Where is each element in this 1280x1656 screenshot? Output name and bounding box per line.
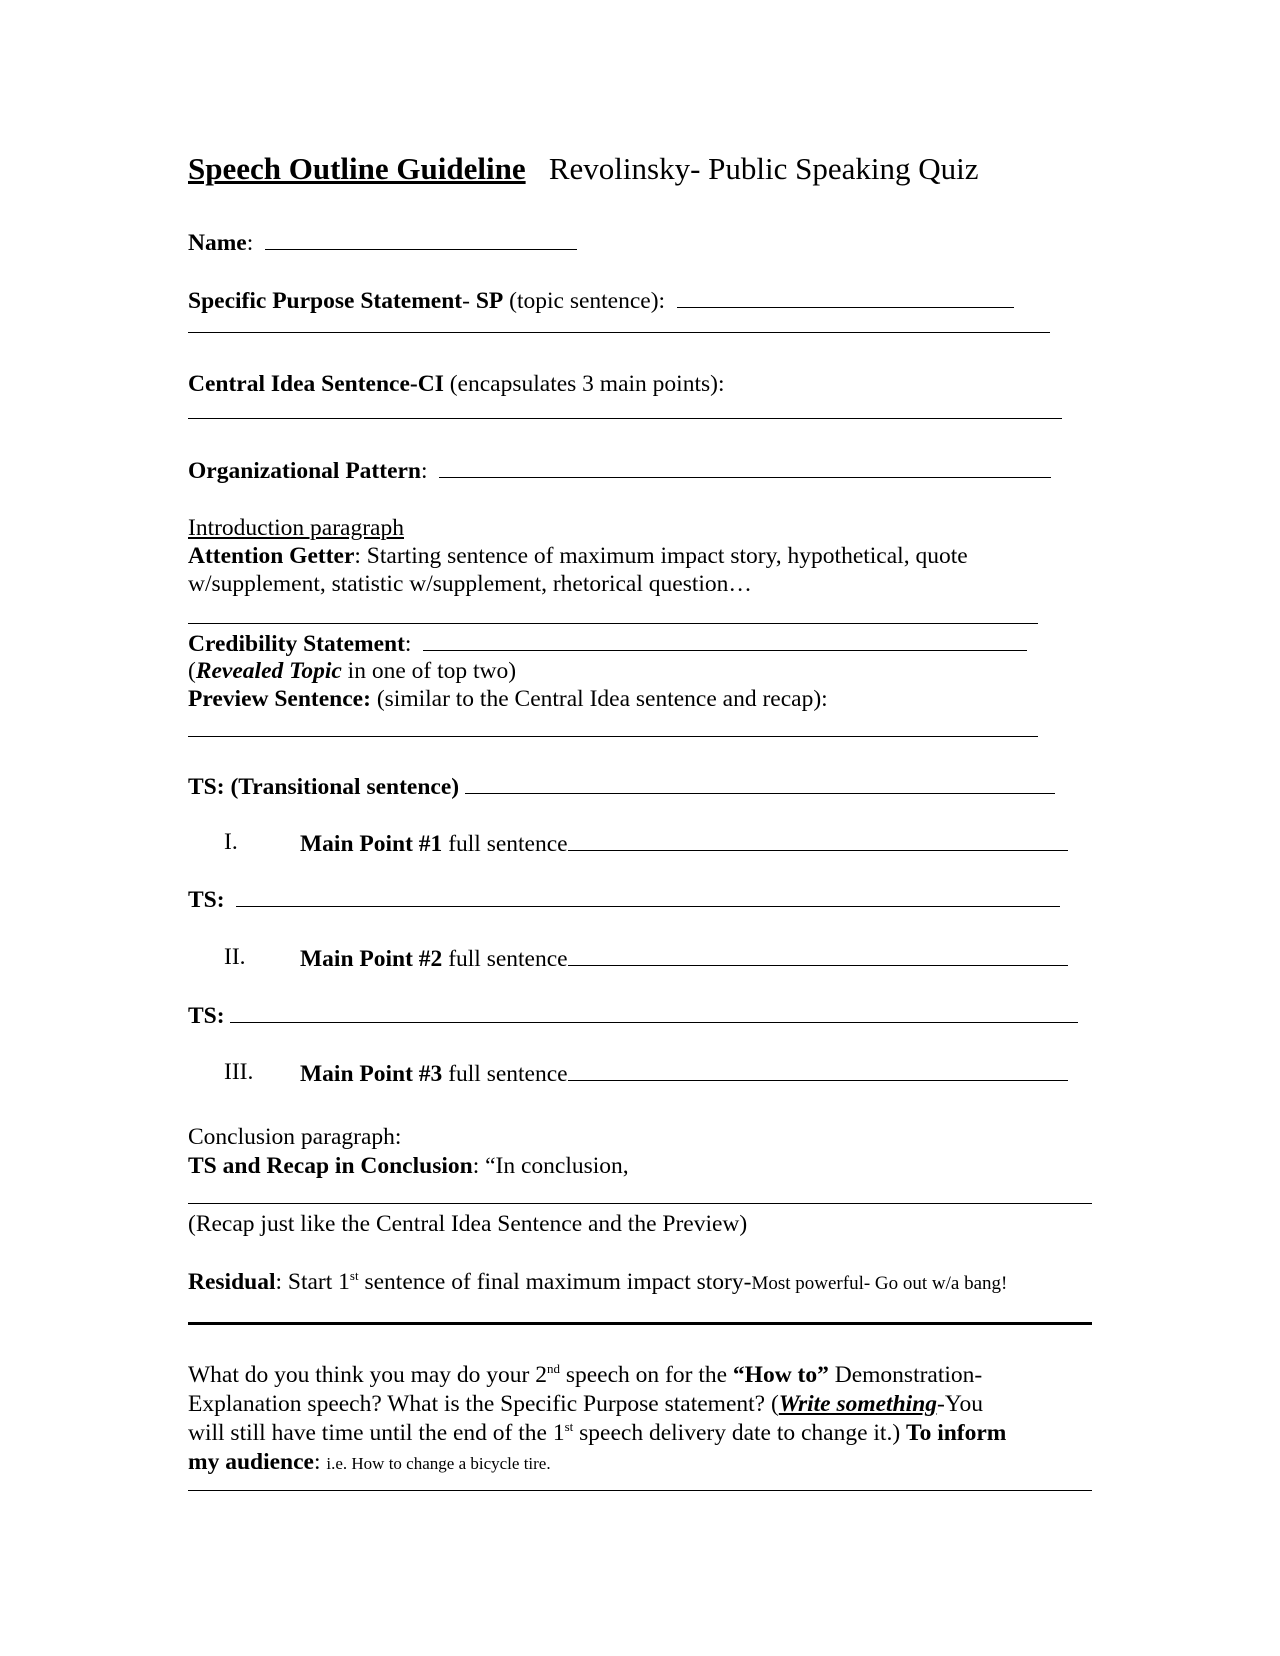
- reveal-rest: in one of top two): [341, 658, 517, 684]
- revealed-topic-row: [188, 657, 516, 685]
- org-label: Organizational Pattern: [188, 458, 422, 484]
- mp2-row: [300, 943, 1068, 973]
- ci-label: Central Idea Sentence-CI: [188, 371, 444, 397]
- residual-small: Most powerful- Go out w/a bang!: [751, 1273, 1008, 1294]
- recap-label: TS and Recap in Conclusion: [188, 1153, 473, 1179]
- conclusion-heading: Conclusion paragraph:: [188, 1124, 402, 1150]
- section-divider: [188, 1322, 1092, 1325]
- recap-row: [188, 1152, 629, 1180]
- cred-colon: :: [404, 631, 412, 657]
- q-l1-sup: nd: [546, 1361, 560, 1376]
- reveal-open: (: [188, 658, 196, 684]
- sp-abbr: SP: [475, 288, 504, 314]
- intro-heading: Introduction paragraph: [188, 515, 404, 541]
- residual-row: [188, 1268, 1007, 1298]
- title-main: Speech Outline Guideline: [188, 151, 526, 186]
- q-my-audience: my audience: [188, 1449, 314, 1475]
- q-l2-b: -You: [937, 1391, 983, 1417]
- sp-dash: -: [462, 288, 476, 314]
- sp-row: [188, 285, 1014, 315]
- name-label: Name: [188, 230, 247, 256]
- ts1-label: TS:: [188, 887, 225, 913]
- name-row: [188, 227, 577, 257]
- sp-label: Specific Purpose Statement: [188, 288, 463, 314]
- mp2-field[interactable]: [568, 943, 1068, 966]
- recap-field[interactable]: [188, 1203, 1092, 1204]
- ci-row: [188, 370, 724, 398]
- q-example: i.e. How to change a bicycle tire.: [326, 1454, 551, 1473]
- ts2-field[interactable]: [230, 1000, 1078, 1023]
- ts1-row: [188, 884, 1060, 914]
- mp1-field[interactable]: [568, 828, 1068, 851]
- ag-text-1: : Starting sentence of maximum impact story, hypothetical, quote: [354, 543, 968, 569]
- preview-row: [188, 685, 828, 713]
- mp3-numeral: III.: [224, 1059, 254, 1085]
- ci-field[interactable]: [188, 418, 1062, 419]
- residual-text-1: : Start 1: [275, 1269, 350, 1295]
- mp2-numeral: II.: [224, 944, 246, 970]
- ci-note: (encapsulates 3 main points):: [443, 371, 725, 397]
- q-l1-c: Demonstration-: [828, 1362, 983, 1388]
- residual-sup: st: [349, 1268, 359, 1283]
- q-l3-b: speech delivery date to change it.): [573, 1420, 907, 1446]
- org-field[interactable]: [439, 455, 1051, 478]
- mp1-row: [300, 828, 1068, 858]
- name-colon: :: [246, 230, 254, 256]
- ag-field[interactable]: [188, 623, 1038, 624]
- second-speech-line-3: [188, 1419, 1006, 1447]
- second-speech-field[interactable]: [188, 1490, 1092, 1491]
- page-title: [188, 150, 979, 188]
- second-speech-line-1: [188, 1361, 982, 1389]
- preview-label: Preview Sentence:: [188, 686, 371, 712]
- residual-label: Residual: [188, 1269, 276, 1295]
- ts2-label: TS:: [188, 1003, 225, 1029]
- mp1-label: Main Point #1: [300, 831, 443, 857]
- ts2-row: [188, 1000, 1078, 1030]
- recap-text: : “In conclusion,: [472, 1153, 629, 1179]
- sp-note: (topic sentence):: [503, 288, 666, 314]
- revealed-topic: Revealed Topic: [195, 658, 342, 684]
- q-l3-a: will still have time until the end of the 1: [188, 1420, 565, 1446]
- q-l1-b: speech on for the: [559, 1362, 733, 1388]
- cred-label: Credibility Statement: [188, 631, 405, 657]
- name-field[interactable]: [265, 227, 577, 250]
- q-l4-colon: :: [313, 1449, 327, 1475]
- mp1-text: full sentence: [442, 831, 568, 857]
- ts-transitional-row: [188, 771, 1055, 801]
- mp3-text: full sentence: [442, 1061, 568, 1087]
- q-l2-a: Explanation speech? What is the Specific Purpose statement? (: [188, 1391, 779, 1417]
- mp3-row: [300, 1058, 1068, 1088]
- org-colon: :: [421, 458, 428, 484]
- q-write-something: Write something: [778, 1391, 938, 1417]
- q-how-to: “How to”: [732, 1362, 829, 1388]
- q-to-inform: To inform: [906, 1420, 1007, 1446]
- org-row: [188, 455, 1051, 485]
- ts-transitional-field[interactable]: [465, 771, 1055, 794]
- credibility-row: [188, 628, 1027, 658]
- mp3-label: Main Point #3: [300, 1061, 443, 1087]
- ts-transitional-label: TS: (Transitional sentence): [188, 774, 460, 800]
- mp2-text: full sentence: [442, 946, 568, 972]
- q-l1-a: What do you think you may do your 2: [188, 1362, 547, 1388]
- sp-field-line-2[interactable]: [188, 332, 1050, 333]
- mp1-numeral: I.: [224, 829, 238, 855]
- q-l3-sup: st: [564, 1419, 574, 1434]
- recap-note: (Recap just like the Central Idea Sentence and the Preview): [188, 1211, 748, 1237]
- ag-text-2: w/supplement, statistic w/supplement, rhetorical question…: [188, 571, 752, 597]
- preview-field[interactable]: [188, 736, 1038, 737]
- second-speech-line-2: [188, 1390, 983, 1418]
- sp-field[interactable]: [677, 285, 1014, 308]
- residual-text-2: sentence of final maximum impact story-: [358, 1269, 752, 1295]
- ag-label: Attention Getter: [188, 543, 355, 569]
- preview-text: (similar to the Central Idea sentence and recap):: [370, 686, 828, 712]
- title-course: Revolinsky- Public Speaking Quiz: [548, 151, 979, 186]
- cred-field[interactable]: [423, 628, 1027, 651]
- mp3-field[interactable]: [568, 1058, 1068, 1081]
- ts1-field[interactable]: [236, 884, 1060, 907]
- second-speech-line-4: [188, 1448, 551, 1478]
- mp2-label: Main Point #2: [300, 946, 443, 972]
- attention-getter-row: [188, 542, 968, 570]
